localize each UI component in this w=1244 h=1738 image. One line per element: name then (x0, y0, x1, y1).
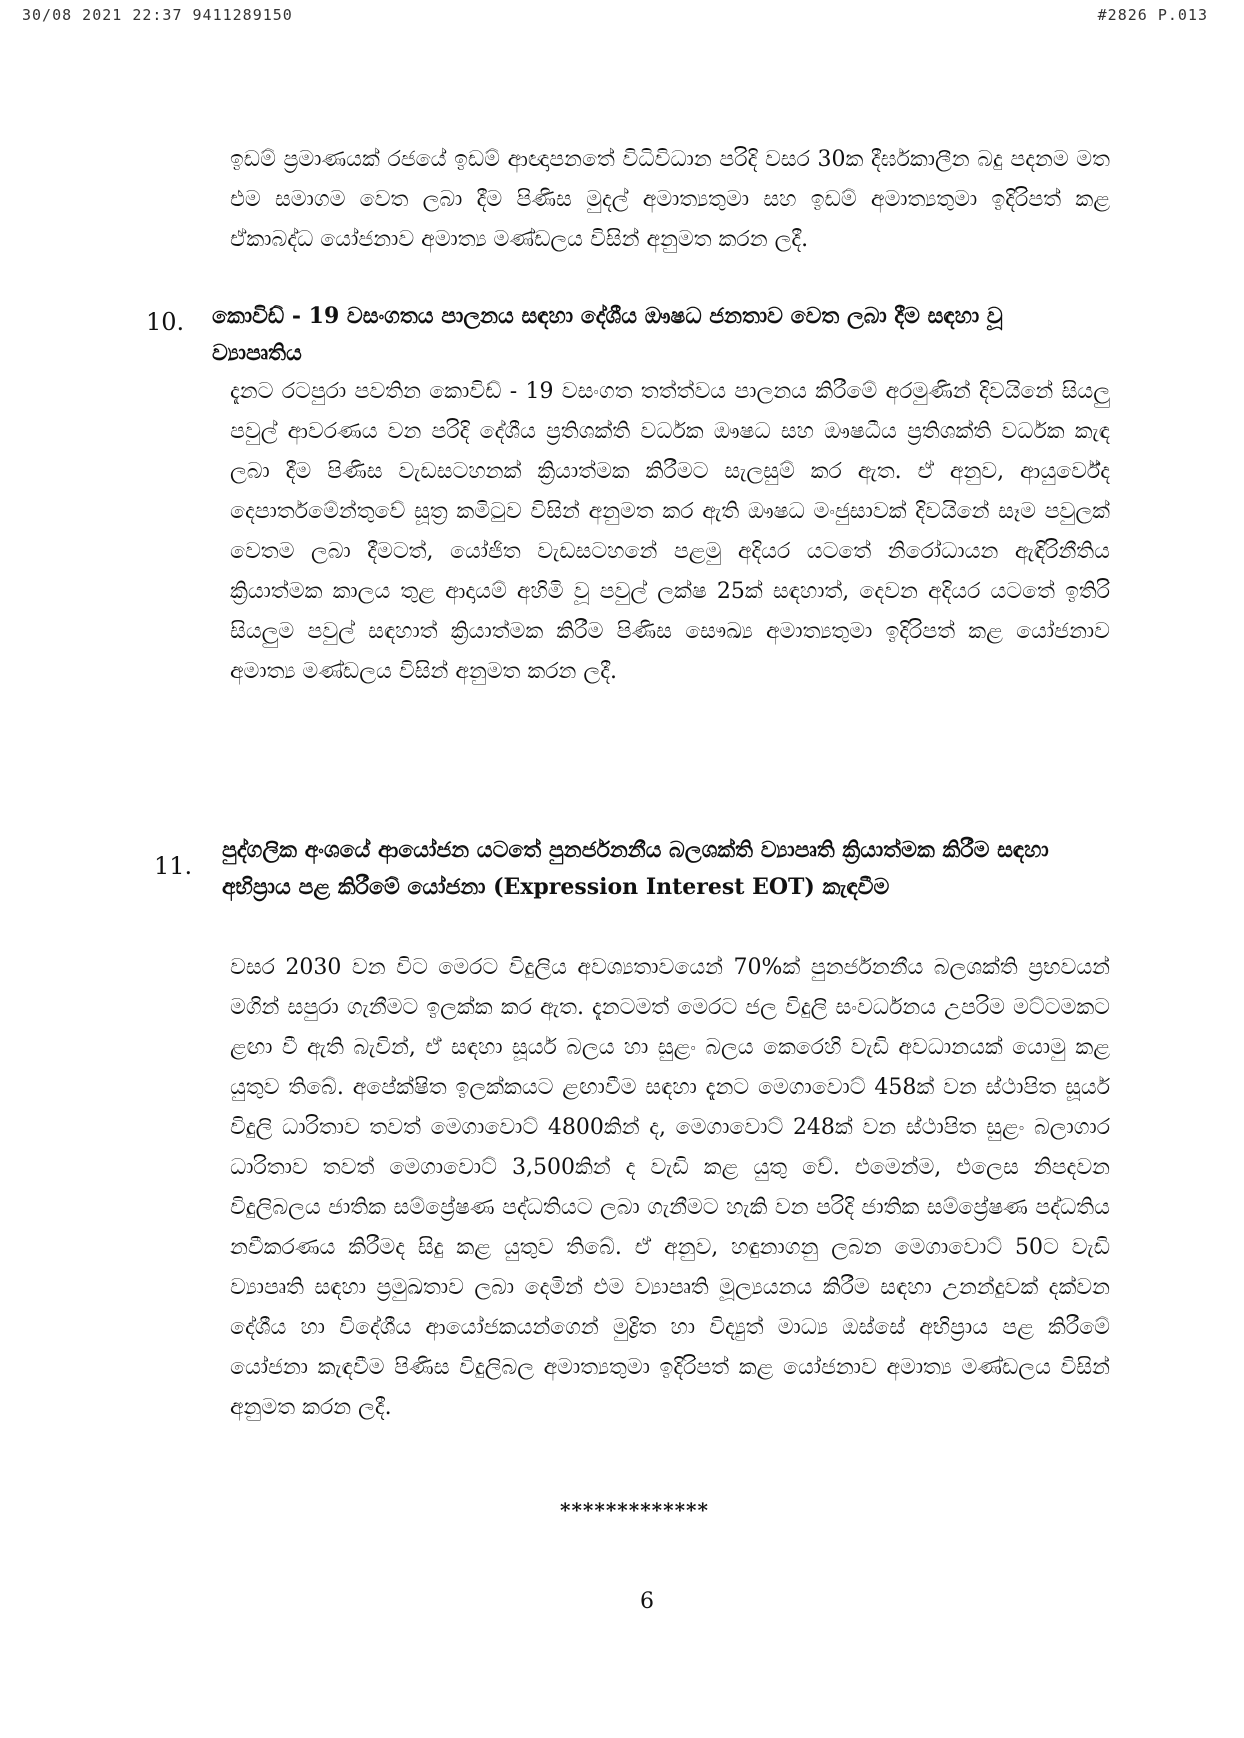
fax-header-right: #2826 P.013 (1097, 6, 1208, 24)
intro-paragraph: ඉඩම් ප්‍රමාණයක් රජයේ ඉඩම් ආඥාපනතේ විධිවිධාන පරිදි වසර 30ක දීර්ඝකාලීන බදු පදනම මත එම සමාගම වෙත ලබා දීම පිණිස මුදල් අමාත්‍යතුමා සහ ඉඩම් අමාත්‍යතුමා ඉදිරිපත් කළ ඒකාබද්ධ යෝජනාව අමාත්‍ය මණ්ඩලය විසින් අනුමත කරන ලදී. (230, 147, 1110, 252)
section-number-10: 10. (146, 308, 185, 336)
section-title-11: පුද්ගලික අංශයේ ආයෝජන යටතේ පුනර්ජනනීය බලශක්ති ව්‍යාපෘති ක්‍රියාත්මක කිරීම සඳහා අභිප්‍රාය පළ කිරීමේ යෝජනා (Expression Interest EOT) කැඳවීම (222, 837, 1049, 900)
end-marker: ************* (560, 1498, 709, 1522)
fax-header-left: 30/08 2021 22:37 9411289150 (22, 6, 293, 24)
page-number: 6 (640, 1589, 654, 1614)
fax-header (22, 6, 1208, 24)
section-body-11: වසර 2030 වන විට මෙරට විදුලිය අවශ්‍යතාවයෙන් 70%ක් පුනර්ජනනීය බලශක්ති ප්‍රභවයන් මගින් සපුරා ගැනීමට ඉලක්ක කර ඇත. දැනටමත් මෙරට ජල විදුලි සංවර්ධනය උපරිම මට්ටමකට ළඟා වී ඇති බැවින්, ඒ සඳහා සූර්ය බලය හා සුළං බලය කෙරෙහි වැඩි අවධානයක් යොමු කළ යුතුව තිබේ. අපේක්ෂිත ඉලක්කයට ළඟාවීම සඳහා දැනට මෙගාවොට් 458ක් වන ස්ථාපිත සූර්ය විදුලි ධාරිතාව තවත් මෙගාවොට් 4800කින් ද, මෙගාවොට් 248ක් වන ස්ථාපිත සුළං බලාගාර ධාරිතාව තවත් මෙගාවොට් 3,500කින් ද වැඩි කළ යුතු වේ. එමෙන්ම, එලෙස නිපදවන විදුලිබලය ජාතික සම්ප්‍රේෂණ පද්ධතියට ලබා ගැනීමට හැකි වන පරිදි ජාතික සම්ප්‍රේෂණ පද්ධතිය නවීකරණය කිරීමද සිදු කළ යුතුව තිබේ. ඒ අනුව, හඳුනාගනු ලබන මෙගාවොට් 50ට වැඩි ව්‍යාපෘති සඳහා ප්‍රමුඛතාව ලබා දෙමින් එම ව්‍යාපෘති මූල්‍යයනය කිරීම සඳහා උනන්දුවක් දක්වන දේශීය හා විදේශීය ආයෝජකයන්ගෙන් මුද්‍රිත හා විද්‍යුත් මාධ්‍ය ඔස්සේ අභිප්‍රාය පළ කිරීමේ යෝජනා කැඳවීම පිණිස විදුලිබල අමාත්‍යතුමා ඉදිරිපත් කළ යෝජනාව අමාත්‍ය මණ්ඩලය විසින් අනුමත කරන ලදී. (230, 955, 1110, 1420)
section-body-10: දැනට රටපුරා පවතින කොවිඩ් - 19 වසංගත තත්ත්වය පාලනය කිරීමේ අරමුණින් දිවයිනේ සියලු පවුල් ආවරණය වන පරිදි දේශීය ප්‍රතිශක්ති වර්ධක ඖෂධ සහ ඖෂධීය ප්‍රතිශක්ති වර්ධක කැඳ ලබා දීම පිණිස වැඩසටහනක් ක්‍රියාත්මක කිරීමට සැලසුම් කර ඇත. ඒ අනුව, ආයුර්වේද දෙපාර්තමේන්තුවේ සූත්‍ර කමිටුව විසින් අනුමත කර ඇති ඖෂධ මංජුසාවක් දිවයිනේ සෑම පවුලක් වෙතම ලබා දීමටත්, යෝජිත වැඩසටහනේ පළමු අදියර යටතේ නිරෝධායන ඇඳිරිනීතිය ක්‍රියාත්මක කාලය තුළ ආදායම් අහිමි වූ පවුල් ලක්ෂ 25ක් සඳහාත්, දෙවන අදියර යටතේ ඉතිරි සියලුම පවුල් සඳහාත් ක්‍රියාත්මක කිරීම පිණිස සෞඛ්‍ය අමාත්‍යතුමා ඉදිරිපත් කළ යෝජනාව අමාත්‍ය මණ්ඩලය විසින් අනුමත කරන ලදී. (230, 379, 1110, 684)
section-title-10: කොවිඩ් - 19 වසංගතය පාලනය සඳහා දේශීය ඖෂධ ජනතාව වෙත ලබා දීම සඳහා වූ ව්‍යාපෘතිය (212, 303, 1003, 366)
section-number-11: 11. (154, 852, 193, 880)
